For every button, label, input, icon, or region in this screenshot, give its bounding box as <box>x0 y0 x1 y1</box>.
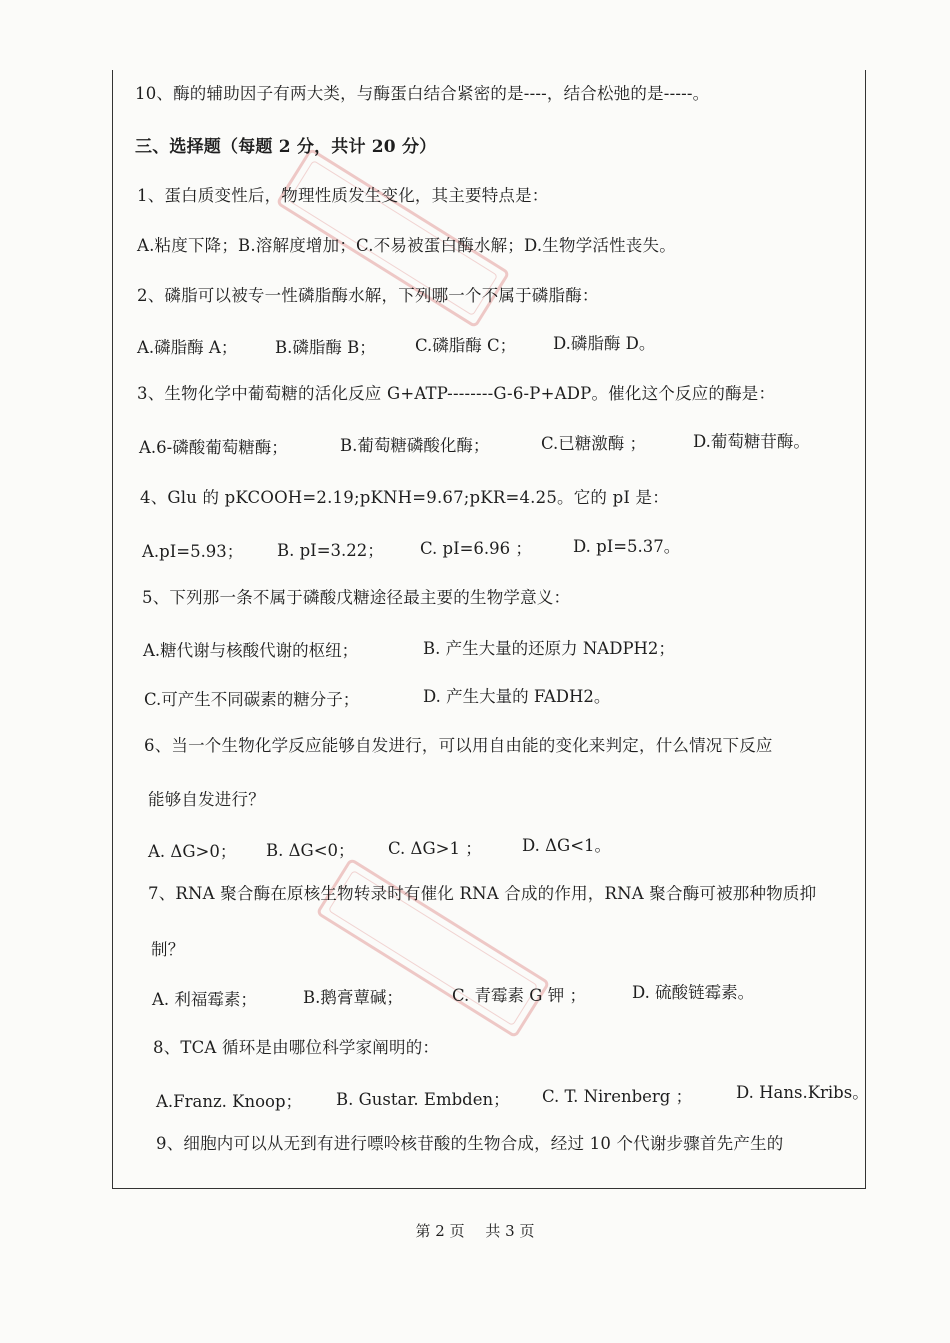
option-c: C.已糖激酶 ； <box>541 434 647 453</box>
page-number: 第 2 页 <box>415 1222 465 1240</box>
option-c: C.可产生不同碳素的糖分子； <box>144 690 360 709</box>
question-stem: 3、生物化学中葡萄糖的活化反应 G+ATP--------G-6-P+ADP。催化这个反应的酶是： <box>137 384 776 403</box>
option-d: D. ΔG<1。 <box>522 836 612 855</box>
option-b: B. ΔG<0； <box>266 841 355 860</box>
option-d: D. 硫酸链霉素。 <box>632 983 755 1002</box>
option-d: D. 产生大量的 FADH2。 <box>423 687 611 706</box>
question-stem-continued: 制？ <box>151 940 185 959</box>
question-options: A.粘度下降；B.溶解度增加；C.不易被蛋白酶水解；D.生物学活性丧失。 <box>137 236 676 255</box>
option-c: C. pI=6.96 ； <box>420 539 532 558</box>
option-d: D.葡萄糖苷酶。 <box>693 432 810 451</box>
page-total: 共 3 页 <box>485 1222 535 1240</box>
option-a: A.Franz. Knoop； <box>156 1092 303 1111</box>
option-a: A.pI=5.93； <box>142 542 244 561</box>
option-a: A. ΔG>0； <box>148 842 237 861</box>
option-c: C.磷脂酶 C； <box>415 336 517 355</box>
option-d: D.磷脂酶 D。 <box>553 334 656 353</box>
option-c: C. 青霉素 G 钾 ； <box>452 986 586 1005</box>
question-stem: 4、Glu 的 pKCOOH=2.19;pKNH=9.67;pKR=4.25。它的 pI 是： <box>140 488 669 507</box>
section-title: 三、选择题（每题 2 分，共计 20 分） <box>135 137 437 157</box>
option-b: B. pI=3.22； <box>277 541 384 560</box>
question-stem: 1、蛋白质变性后，物理性质发生变化，其主要特点是： <box>137 186 549 205</box>
q10-fill-blank: 10、酶的辅助因子有两大类，与酶蛋白结合紧密的是----，结合松弛的是-----。 <box>135 84 710 103</box>
option-a: A.糖代谢与核酸代谢的枢纽； <box>143 641 359 660</box>
question-stem: 7、RNA 聚合酶在原核生物转录时有催化 RNA 合成的作用，RNA 聚合酶可被那种物质抑 <box>148 884 817 903</box>
question-stem-continued: 能够自发进行？ <box>148 790 265 809</box>
option-c: C. ΔG>1 ； <box>388 839 482 858</box>
option-d: D. Hans.Kribs。 <box>736 1083 869 1102</box>
page-footer <box>0 1220 950 1241</box>
option-b: B. 产生大量的还原力 NADPH2； <box>423 639 675 658</box>
option-a: A. 利福霉素； <box>152 990 257 1009</box>
question-stem: 2、磷脂可以被专一性磷脂酶水解，下列哪一个不属于磷脂酶： <box>137 286 599 305</box>
option-b: B.鹅膏蕈碱； <box>303 988 403 1007</box>
question-stem: 6、当一个生物化学反应能够自发进行，可以用自由能的变化来判定，什么情况下反应 <box>144 736 773 755</box>
option-c: C. T. Nirenberg ； <box>542 1087 693 1106</box>
question-stem: 9、细胞内可以从无到有进行嘌呤核苷酸的生物合成，经过 10 个代谢步骤首先产生的 <box>156 1134 784 1153</box>
option-b: B.磷脂酶 B； <box>275 338 376 357</box>
option-d: D. pI=5.37。 <box>573 537 681 556</box>
option-a: A.6-磷酸葡萄糖酶； <box>139 438 288 457</box>
option-b: B.葡萄糖磷酸化酶； <box>340 436 490 455</box>
option-a: A.磷脂酶 A； <box>137 338 238 357</box>
option-b: B. Gustar. Embden； <box>336 1090 510 1109</box>
question-stem: 5、下列那一条不属于磷酸戊糖途径最主要的生物学意义： <box>142 588 571 607</box>
question-stem: 8、TCA 循环是由哪位科学家阐明的： <box>153 1038 440 1057</box>
